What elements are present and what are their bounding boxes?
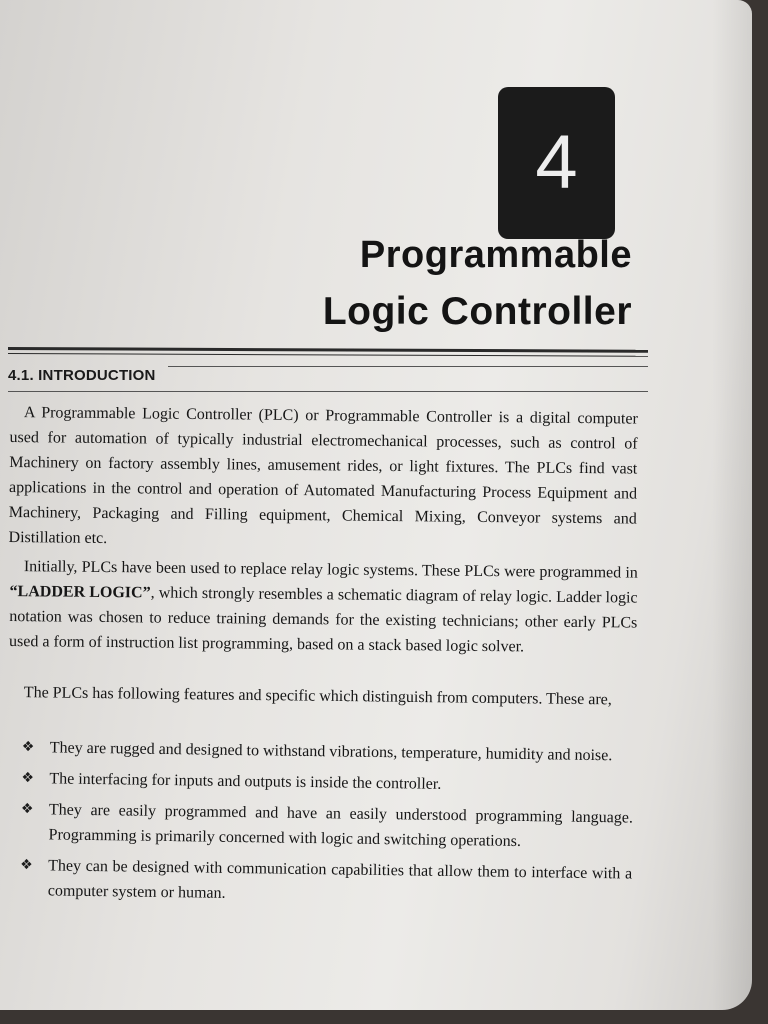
section-heading: 4.1. INTRODUCTION (8, 367, 156, 384)
list-item-text: The interfacing for inputs and outputs is inside the controller. (49, 770, 442, 793)
list-item (20, 853, 633, 912)
section-rule-bottom (8, 391, 648, 392)
list-item (21, 766, 633, 800)
paragraph-text-end: , which strongly resembles a schematic diagram of relay logic. Ladder logic notation was chosen to reduce training demands for the existing technicians; other early PLCs used a form of instruction list programming, based on a stack based logic solver. (8, 584, 638, 656)
list-item-text: They can be designed with communication capabilities that allow them to interface with a computer system or human. (47, 857, 633, 902)
diamond-bullet-icon: ❖ (21, 739, 35, 756)
intro-paragraph-3 (10, 680, 638, 713)
list-item (22, 735, 634, 769)
paragraph-text (9, 554, 638, 661)
chapter-number: 4 (535, 120, 578, 205)
chapter-title-line-2: Logic Controller (322, 290, 632, 333)
paragraph-text-start: Initially, PLCs have been used to replace relay logic systems. These PLCs were programmed in (23, 558, 638, 582)
ladder-logic-emphasis: “LADDER LOGIC” (9, 582, 151, 602)
list-item (20, 797, 633, 856)
paragraph-text: The PLCs has following features and specific which distinguish from computers. These are, (23, 684, 612, 709)
paragraph-text: A Programmable Logic Controller (PLC) or Programmable Controller is a digital computer used for automation of typically industrial electromechanical processes, such as control of Machinery on factory assembly lines, amusement rides, or light fixtures. The PLCs find vast applications in the control and operation of Automated Manufacturing Process Equipment and Machinery, Packaging and Filling equipment, Chemical Mixing, Conveyor systems and Distillation etc. (8, 404, 638, 548)
feature-list (20, 735, 634, 918)
diamond-bullet-icon: ❖ (21, 770, 35, 787)
list-item-text: They are easily programmed and have an easily understood programming language. Programming is primarily concerned with logic and switching operations. (48, 801, 634, 850)
intro-paragraph-2 (9, 554, 638, 661)
diamond-bullet-icon: ❖ (20, 857, 33, 874)
page-shadow (712, 0, 752, 1010)
title-rule-thick (8, 347, 648, 353)
title-rule-thin (8, 353, 648, 357)
section-rule-top (168, 366, 648, 367)
intro-paragraph-1 (8, 400, 638, 557)
chapter-title-line-1: Programmable (359, 234, 632, 276)
list-item-text: They are rugged and designed to withstand vibrations, temperature, humidity and noise. (49, 739, 613, 765)
chapter-number-box (498, 87, 615, 239)
diamond-bullet-icon: ❖ (20, 801, 34, 818)
